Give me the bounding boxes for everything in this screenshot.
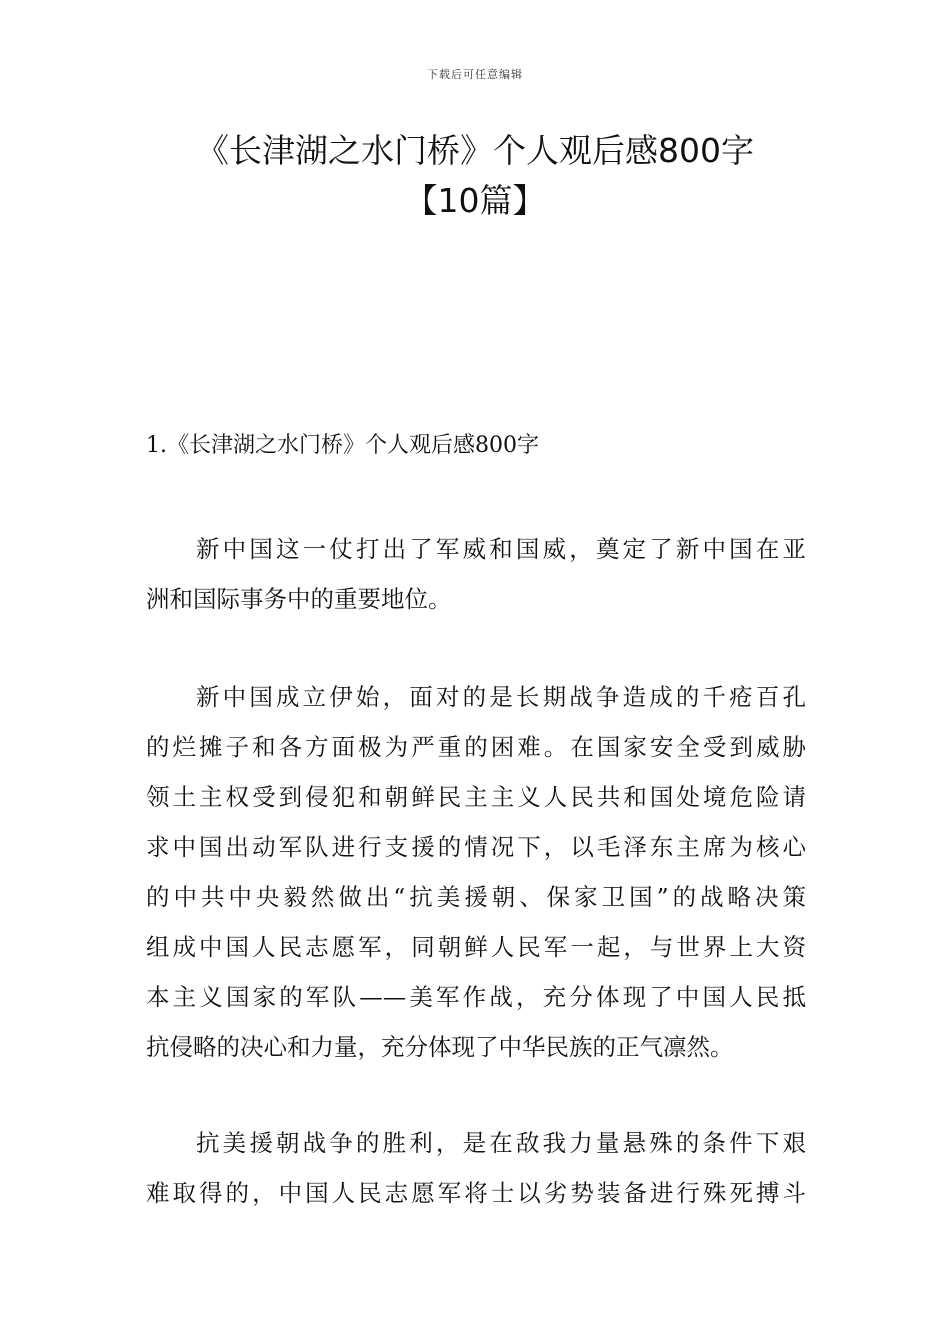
paragraph-line: 洲和国际事务中的重要地位。 <box>146 585 452 613</box>
paragraph-1 <box>146 524 806 624</box>
paragraph-3 <box>146 1118 806 1218</box>
paragraph-line: 求中国出动军队进行支援的情况下，以毛泽东主席为核心 <box>146 833 806 861</box>
paragraph-line: 新中国这一仗打出了军威和国威，奠定了新中国在亚 <box>196 535 806 563</box>
paragraph-line: 的中共中央毅然做出“抗美援朝、保家卫国”的战略决策 <box>146 883 806 911</box>
document-title <box>100 126 850 226</box>
title-line-1: 《长津湖之水门桥》个人观后感800字 <box>196 131 754 170</box>
paragraph-line: 组成中国人民志愿军，同朝鲜人民军一起，与世界上大资 <box>146 933 806 961</box>
title-line-2: 【10篇】 <box>404 181 546 220</box>
paragraph-line: 的烂摊子和各方面极为严重的困难。在国家安全受到威胁 <box>146 733 806 761</box>
paragraph-line: 抗侵略的决心和力量，充分体现了中华民族的正气凛然。 <box>146 1033 734 1061</box>
paragraph-line: 领土主权受到侵犯和朝鲜民主主义人民共和国处境危险请 <box>146 783 806 811</box>
paragraph-2 <box>146 672 806 1072</box>
paragraph-line: 难取得的，中国人民志愿军将士以劣势装备进行殊死搏斗 <box>146 1179 806 1207</box>
section-heading: 1.《长津湖之水门桥》个人观后感800字 <box>146 433 539 458</box>
paragraph-line: 新中国成立伊始，面对的是长期战争造成的千疮百孔 <box>196 683 806 711</box>
paragraph-line: 本主义国家的军队——美军作战，充分体现了中国人民抵 <box>146 983 806 1011</box>
header-note: 下载后可任意编辑 <box>427 68 523 81</box>
paragraph-line: 抗美援朝战争的胜利，是在敌我力量悬殊的条件下艰 <box>196 1129 806 1157</box>
